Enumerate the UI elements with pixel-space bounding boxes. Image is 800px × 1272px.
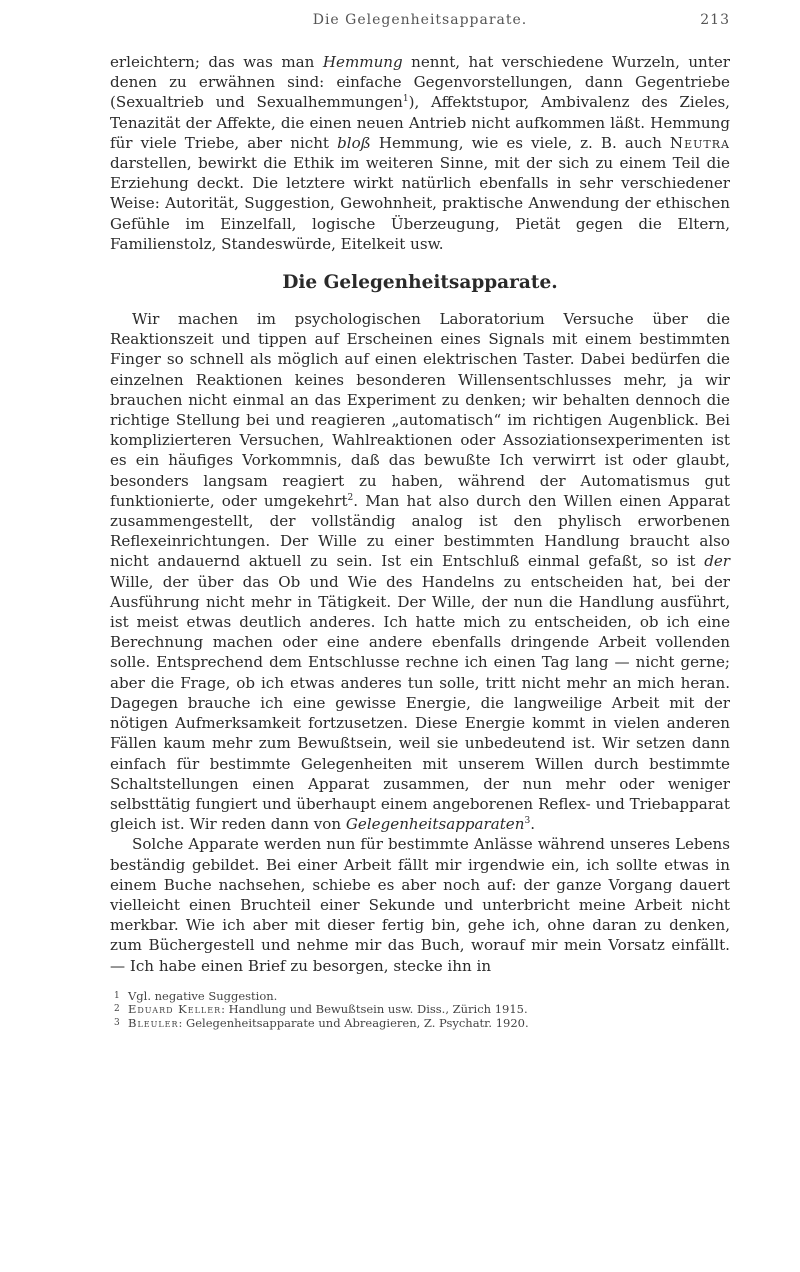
- footnotes: [110, 990, 730, 1031]
- emphasis-gelegenheitsapparaten: Gelegenheitsapparaten: [345, 815, 525, 834]
- paragraph-1: erleichtern; das was man Hemmung nennt, hat verschiedene Wurzeln, unter denen zu erwähnen sind: einfache Gegenvorstellungen, dann Gegentriebe (Sexualtrieb und Sexualhemmungen$^1$), Affektstupor, Ambivalenz des Zieles, Tenazität der Affekte, die einen neuen Antrieb nicht aufkommen läßt. Hemmung für viele Triebe, aber nicht bloß Hemmung, wie es viele, z. B. auch Neutra darstellen, bewirkt die Ethik im weiteren Sinne, mit der sich zu einem Teil die Erziehung deckt. Die letztere wirkt natürlich ebenfalls in sehr verschiedener Weise: Autorität, Suggestion, Gewohnheit, praktische Anwendung der ethischen Gefühle im Einzelfall, logische Überzeugung, Pietät gegen die Eltern, Familienstolz, Standeswürde, Eitelkeit usw.: [110, 53, 730, 253]
- section-heading: Die Gelegenheitsapparate.: [282, 272, 558, 294]
- footnote-ref-2: 2: [347, 492, 354, 503]
- author-neutra: Neutra: [669, 133, 730, 152]
- running-title: Die Gelegenheitsapparate.: [312, 12, 528, 28]
- emphasis-bloss: bloß: [337, 133, 371, 152]
- footnote-ref-3: 3: [524, 816, 531, 827]
- running-header: [110, 12, 730, 52]
- footnote: 3 Bleuler: Gelegenheitsapparate und Abreagieren, Z. Psychatr. 1920.: [114, 1015, 529, 1030]
- paragraph-2: Wir machen im psychologischen Laboratorium Versuche über die Reaktionszeit und tippen auf Erscheinen eines Signals mit einem bestimmten Finger so schnell als möglich auf einen elektrischen Taster. Dabei bedürfen die einzelnen Reaktionen keines besonderen Willensentschlusses mehr, ja wir brauchen nicht einmal an das Experiment zu denken; wir behalten dennoch die richtige Stellung bei und reagieren „automatisch“ im richtigen Augenblick. Bei komplizierteren Versuchen, Wahlreaktionen oder Assoziationsexperimenten ist es ein häufiges Vorkommnis, daß das bewußte Ich verwirrt ist oder glaubt, besonders langsam reagiert zu haben, während der Automatismus gut funktionierte, oder umgekehrt$^2$. Man hat also durch den Willen einen Apparat zusammengestellt, der vollständig analog ist den phylisch erworbenen Reflexeinrichtungen. Der Wille zu einer bestimmten Handlung braucht also nicht andauernd aktuell zu sein. Ist ein Entschluß einmal gefaßt, so ist der Wille, der über das Ob und Wie des Handelns zu entscheiden hat, bei der Ausführung nicht mehr in Tätigkeit. Der Wille, der nun die Handlung ausführt, ist meist etwas deutlich anderes. Ich hatte mich zu entscheiden, ob ich eine Berechnung machen oder eine andere ebenfalls dringende Arbeit vollenden solle. Entsprechend dem Entschlusse rechne ich einen Tag lang — nicht gerne; aber die Frage, ob ich etwas anderes tun solle, tritt nicht mehr an mich heran. Dagegen brauche ich eine gewisse Energie, die langweilige Arbeit mit der nötigen Aufmerksamkeit fortzusetzen. Diese Energie kommt in vielen anderen Fällen kaum mehr zum Bewußtsein, weil sie unbedeutend ist. Wir setzen dann einfach für bestimmte Gelegenheiten mit unserem Willen durch bestimmte Schaltstellungen einen Apparat zusammen, der nun mehr oder weniger selbsttätig fungiert und überhaupt einem angeborenen Reflex- und Triebapparat gleich ist. Wir reden dann von Gelegenheitsapparaten$^3$.: [110, 310, 730, 834]
- main-text: [110, 52, 730, 976]
- footnote-ref-1: 1: [402, 94, 409, 105]
- footnote: 1 Vgl. negative Suggestion.: [114, 988, 278, 1003]
- emphasis-hemmung: Hemmung: [322, 53, 403, 71]
- footnote: 2 Eduard Keller: Handlung und Bewußtsein usw. Diss., Zürich 1915.: [114, 1002, 528, 1017]
- page-number: 213: [700, 12, 730, 28]
- paragraph-3: Solche Apparate werden nun für bestimmte Anlässe während unseres Lebens beständig gebildet. Bei einer Arbeit fällt mir irgendwie ein, ich sollte etwas in einem Buche nachsehen, schiebe es aber noch auf: der ganze Vorgang dauert vielleicht einen Bruchteil einer Sekunde und unterbricht meine Arbeit nicht merkbar. Wie ich aber mit dieser fertig bin, gehe ich, ohne daran zu denken, zum Büchergestell und nehme mir das Buch, worauf mir mein Vorsatz einfällt. — Ich habe einen Brief zu besorgen, stecke ihn in: [110, 835, 730, 975]
- emphasis-der: der: [704, 552, 730, 571]
